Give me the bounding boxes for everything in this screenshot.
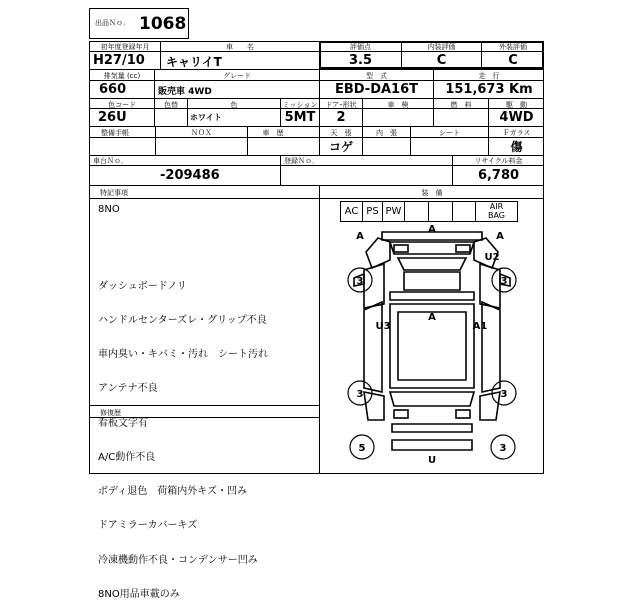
equipment-airbag: AIR BAG (487, 202, 506, 220)
mark-left-front-door: 3 (356, 276, 364, 287)
mark-u2: U2 (484, 252, 500, 263)
color-value: ホワイト (190, 113, 222, 122)
model-code-label: 型 式 (366, 72, 387, 80)
mark-cab-roof: A (428, 312, 436, 323)
remark-line: A/C動作不良 (98, 451, 156, 463)
mileage-value: 151,673 Km (445, 82, 533, 97)
seat-label: シート (439, 129, 460, 137)
grade-value: 販売車 4WD (158, 87, 212, 97)
fuel-label: 燃 料 (450, 101, 472, 109)
mark-right-front-door: 3 (500, 276, 508, 287)
remarks-label: 特記事項 (100, 189, 128, 197)
lot-number-box (89, 8, 189, 39)
mark-front-left: A (356, 231, 364, 242)
repair-history-label: 修復歴 (100, 409, 121, 417)
color-label: 色 (230, 101, 238, 109)
roof-label: 天 張 (330, 129, 352, 137)
remarks-lines (98, 258, 268, 612)
recycle-value: 6,780 (477, 168, 520, 183)
equipment-pw: PW (383, 202, 405, 221)
mark-front-top: A (428, 224, 436, 235)
remark-line: アンテナ不良 (98, 383, 158, 395)
remark-line: 冷凍機動作不良・コンデンサー凹み (98, 554, 258, 566)
inspection-label: 車 検 (387, 101, 409, 109)
exterior-grade-label: 外装評価 (499, 43, 527, 51)
equipment-ac: AC (341, 202, 363, 221)
remarks-first: 8NO (98, 204, 120, 215)
mark-left-bottom: 5 (358, 443, 366, 454)
model-name-label: 車 名 (226, 43, 254, 51)
roof-value: コゲ (328, 140, 353, 154)
mark-left-rear: 3 (356, 389, 364, 400)
grade-label: グレード (223, 72, 251, 80)
transmission-label: ミッション (282, 101, 318, 109)
damage-circles (348, 268, 516, 459)
chassis-label: 車台Ｎｏ． (93, 157, 128, 165)
documents-label: 整備手帳 (101, 129, 129, 137)
equipment-slot (429, 202, 453, 221)
remark-line: ボディ退色 荷箱内外キズ・凹み (98, 486, 247, 498)
equipment-label: 装 備 (421, 189, 443, 197)
mark-rear-bottom: U (427, 455, 437, 466)
recycle-label: リサイクル料金 (474, 157, 523, 165)
remark-line: ハンドルセンターズレ・グリップ不良 (98, 315, 267, 327)
color-code-label: 色コード (108, 101, 136, 109)
model-code-value: EBD-DA16T (334, 82, 419, 97)
model-name-value: キャリイT (166, 55, 222, 69)
glass-label: Ｆガラス (502, 129, 531, 137)
displacement-label: 排気量 (cc) (103, 72, 141, 80)
mark-right-side: A1 (472, 321, 488, 332)
color-change-label: 色替 (164, 101, 178, 109)
interior-grade-value: C (436, 53, 447, 68)
mileage-label: 走 行 (478, 72, 500, 80)
nox-label: ＮＯＸ (191, 129, 212, 137)
equipment-slot (405, 202, 429, 221)
score-label: 評価点 (350, 43, 371, 51)
doors-label: ドア･形状 (325, 101, 357, 109)
remark-line: 看板文字有 (98, 417, 148, 429)
chassis-value: -209486 (160, 168, 220, 183)
equipment-ps: PS (363, 202, 383, 221)
mark-right-bottom: 3 (499, 443, 507, 454)
color-code-value: 26U (98, 110, 127, 125)
lot-label: 出品Ｎｏ． (95, 19, 130, 27)
exterior-grade-value: C (508, 53, 518, 68)
first-reg-value: H27/10 (93, 53, 145, 68)
lot-number: 1068 (139, 14, 187, 34)
remark-line: 8NO用品車載のみ (98, 588, 180, 600)
mark-front-right: A (496, 231, 504, 242)
score-value: 3.5 (348, 53, 373, 68)
interior-trim-label: 内 張 (376, 129, 397, 137)
glass-value: 傷 (510, 140, 523, 154)
remark-line: ドアミラーカバーキズ (98, 520, 198, 532)
history-label: 車 歴 (262, 129, 284, 137)
remark-line: 車内臭い・キバミ・汚れ シート汚れ (98, 349, 268, 361)
transmission-value: 5MT (284, 110, 316, 125)
equipment-slot (453, 202, 476, 221)
vehicle-damage-diagram (320, 220, 544, 474)
drive-label: 駆 動 (506, 101, 527, 109)
first-reg-label: 初年度登録年月 (100, 43, 150, 51)
truck-outline (354, 232, 510, 450)
mark-right-rear: 3 (500, 389, 508, 400)
equipment-row (340, 201, 518, 222)
interior-grade-label: 内装評価 (427, 43, 456, 51)
doors-value: 2 (336, 110, 346, 125)
displacement-value: 660 (99, 82, 127, 97)
remark-line: ダッシュボードノリ (98, 280, 187, 292)
reg-no-label: 登録Ｎｏ． (284, 157, 319, 165)
mark-left-side: U3 (375, 321, 391, 332)
drive-value: 4WD (499, 110, 534, 125)
